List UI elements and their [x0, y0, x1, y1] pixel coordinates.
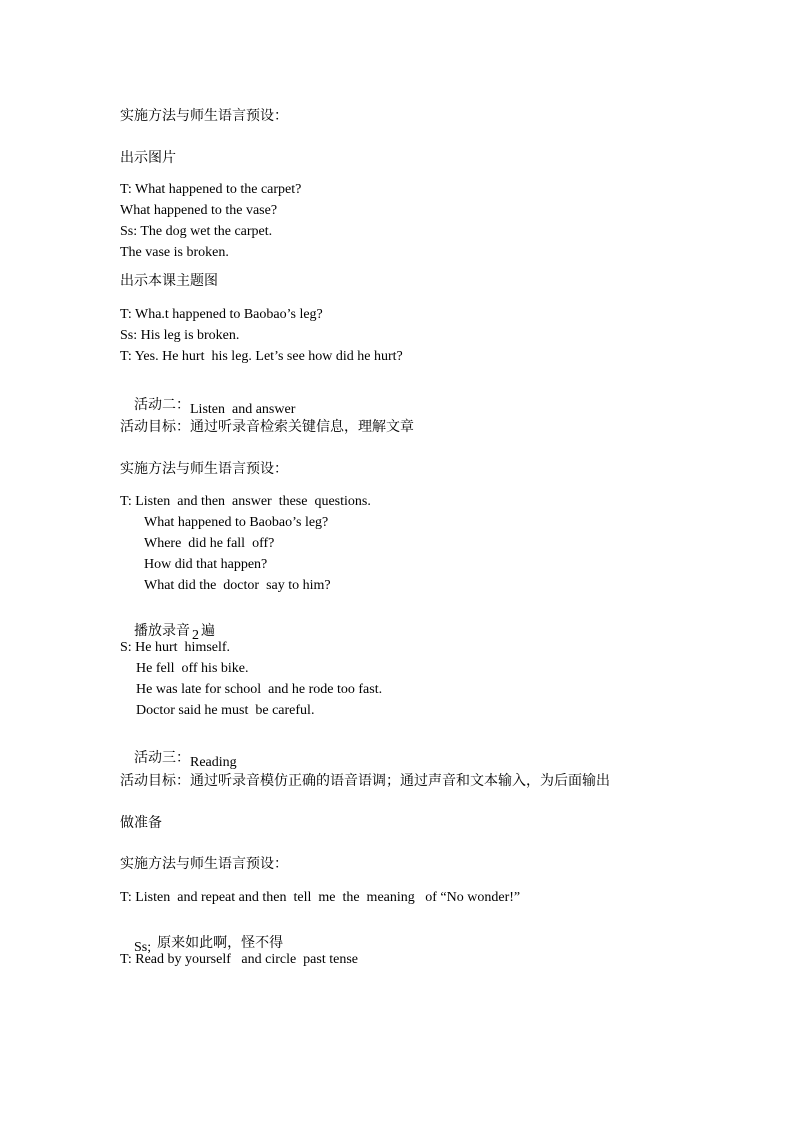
dialogue-line: T: Yes. He hurt his leg. Let’s see how did he hurt? [120, 349, 403, 364]
dialogue-line: T: Wha.t happened to Baobao’s leg? [120, 307, 323, 322]
section-heading-methods-2: 实施方法与师生语言预设： [120, 461, 288, 477]
section-heading-methods-1: 实施方法与师生语言预设： [120, 108, 288, 124]
question-line: What happened to Baobao’s leg? [144, 515, 329, 530]
answer-line: S: He hurt himself. [120, 640, 231, 655]
play-recording-suffix: 遍 [201, 623, 215, 639]
activity-three-goal-continued: 做准备 [120, 815, 162, 831]
activity-two-goal: 活动目标：通过听录音检索关键信息，理解文章 [120, 419, 414, 435]
dialogue-line: What happened to the vase? [120, 203, 278, 218]
dialogue-line: Ss: His leg is broken. [120, 328, 240, 343]
question-line: How did that happen? [144, 557, 268, 572]
student-response-text: 原来如此啊，怪不得 [157, 935, 284, 951]
play-count: 2 [192, 628, 199, 643]
dialogue-line: T: What happened to the carpet? [120, 182, 302, 197]
instruction-show-pictures: 出示图片 [120, 150, 176, 166]
activity-two-title: Listen and answer [190, 402, 296, 417]
dialogue-line: T: Listen and then answer these questions. [120, 494, 371, 509]
answer-line: Doctor said he must be careful. [136, 703, 315, 718]
activity-three-title: Reading [190, 755, 237, 770]
instruction-show-theme-picture: 出示本课主题图 [120, 273, 218, 289]
answer-line: He was late for school and he rode too fast. [136, 682, 383, 697]
dialogue-line: Ss: The dog wet the carpet. [120, 224, 273, 239]
activity-three-label: 活动三： [134, 750, 190, 766]
play-recording-text: 播放录音 [134, 623, 190, 639]
section-heading-methods-3: 实施方法与师生语言预设： [120, 856, 288, 872]
dialogue-line: T: Read by yourself and circle past tense [120, 952, 358, 967]
answer-line: He fell off his bike. [136, 661, 249, 676]
activity-three-goal: 活动目标：通过听录音模仿正确的语音语调；通过声音和文本输入，为后面输出 [120, 773, 610, 789]
question-line: What did the doctor say to him? [144, 578, 331, 593]
dialogue-line: The vase is broken. [120, 245, 229, 260]
question-line: Where did he fall off? [144, 536, 275, 551]
activity-two-label: 活动二： [134, 397, 190, 413]
dialogue-line: T: Listen and repeat and then tell me the meaning of “No wonder!” [120, 890, 521, 905]
speaker-label: Ss; [134, 940, 152, 955]
